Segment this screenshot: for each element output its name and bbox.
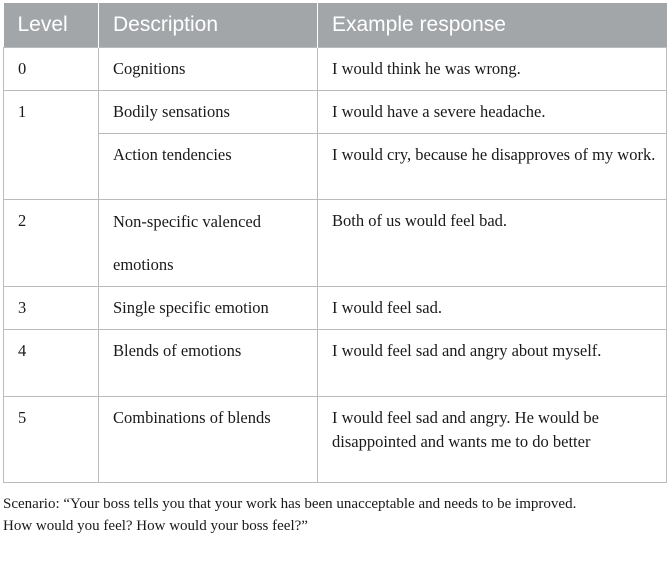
table-row — [4, 397, 667, 483]
level-cell: 3 — [4, 287, 99, 330]
example-cell: I would cry, because he disapproves of my work. — [318, 134, 667, 200]
description-cell: Combinations of blends — [99, 397, 318, 483]
table-footnote — [3, 493, 666, 537]
example-cell: I would feel sad and angry. He would be disappointed and wants me to do better — [318, 397, 667, 483]
level-cell: 1 — [4, 91, 99, 134]
level-cell: 5 — [4, 397, 99, 483]
table-row — [4, 287, 667, 330]
example-cell: I would have a severe headache. — [318, 91, 667, 134]
description-cell: Single specific emotion — [99, 287, 318, 330]
table-row — [4, 330, 667, 397]
level-cell: 0 — [4, 48, 99, 91]
example-cell: Both of us would feel bad. — [318, 200, 667, 287]
description-cell: Blends of emotions — [99, 330, 318, 397]
example-cell: I would think he was wrong. — [318, 48, 667, 91]
level-cell: 2 — [4, 200, 99, 287]
description-cell: Non-specific valenced emotions — [99, 200, 318, 287]
levels-table-container — [3, 3, 666, 483]
description-cell: Cognitions — [99, 48, 318, 91]
header-example-response: Example response — [318, 3, 667, 48]
table-row — [4, 134, 667, 200]
description-cell: Bodily sensations — [99, 91, 318, 134]
table-row — [4, 91, 667, 134]
level-cell — [4, 134, 99, 200]
example-cell: I would feel sad and angry about myself. — [318, 330, 667, 397]
table-row — [4, 48, 667, 91]
example-cell: I would feel sad. — [318, 287, 667, 330]
header-description: Description — [99, 3, 318, 48]
table-header — [4, 3, 667, 48]
table-body — [4, 48, 667, 483]
levels-table — [3, 3, 667, 483]
description-cell: Action tendencies — [99, 134, 318, 200]
footnote-scenario: Scenario: “Your boss tells you that your work has been unacceptable and needs to be improved. — [3, 496, 577, 512]
header-row — [4, 3, 667, 48]
header-level: Level — [4, 3, 99, 48]
table-row — [4, 200, 667, 287]
level-cell: 4 — [4, 330, 99, 397]
footnote-questions: How would you feel? How would your boss feel?” — [3, 518, 308, 534]
